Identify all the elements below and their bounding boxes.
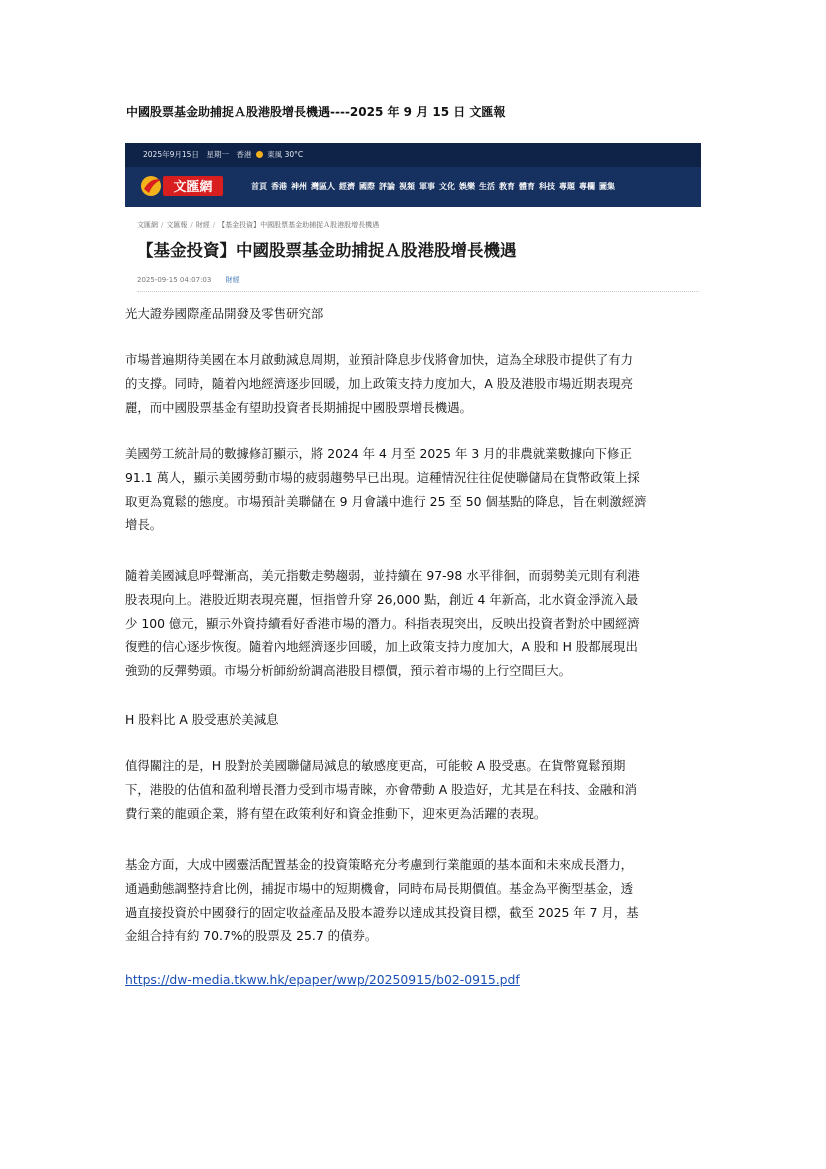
nav-item[interactable]: 評論 — [379, 182, 395, 191]
nav-item[interactable]: 國際 — [359, 182, 375, 191]
breadcrumb-item[interactable]: 文匯報 — [166, 221, 188, 229]
paragraph-line: 值得關注的是，H 股對於美國聯儲局減息的敏感度更高，可能較 A 股受惠。在貨幣寬鬆預期 — [125, 758, 626, 773]
nav-item[interactable]: 教育 — [499, 182, 515, 191]
paragraph-line: 少 100 億元，顯示外資持續看好香港市場的潛力。科指表現突出，反映出投資者對於中國經濟 — [125, 615, 640, 631]
nav-item[interactable]: 首頁 — [251, 182, 267, 191]
nav-item[interactable]: 圖集 — [599, 182, 615, 191]
nav-item[interactable]: 專題 — [559, 182, 575, 191]
paragraph-line: 復甦的信心逐步恢復。隨着內地經濟逐步回暖，加上政策支持力度加大，A 股和 H 股都展現出 — [125, 639, 638, 655]
nav-item[interactable]: 經濟 — [339, 182, 355, 191]
paragraph-line: H 股料比 A 股受惠於美減息 — [125, 712, 279, 727]
banner-top-bar — [125, 143, 701, 167]
nav-item[interactable]: 娛樂 — [459, 182, 475, 191]
wenweipo-logo[interactable] — [139, 171, 225, 199]
weather-text: 東風 30°C — [267, 150, 304, 159]
article-title: 【基金投資】中國股票基金助捕捉Ａ股港股增長機遇 — [137, 241, 517, 260]
paragraph-line: 美國勞工統計局的數據修訂顯示，將 2024 年 4 月至 2025 年 3 月的非農就業數據向下修正 — [125, 446, 632, 461]
date-text: 2025年9月15日 星期一 香港 — [143, 150, 252, 159]
paragraph-line: 隨着美國減息呼聲漸高，美元指數走勢趨弱，並持續在 97-98 水平徘徊，而弱勢美元則有利港 — [125, 568, 640, 583]
paragraph — [125, 708, 705, 732]
breadcrumb-item[interactable]: 文匯網 — [137, 221, 158, 229]
breadcrumb-separator: / — [212, 221, 216, 229]
breadcrumb-item: 【基金投資】中國股票基金助捕捉Ａ股港股增長機遇 — [218, 221, 380, 229]
paragraph — [125, 853, 705, 948]
breadcrumb-separator: / — [190, 221, 193, 229]
paragraph — [125, 442, 705, 537]
nav-item[interactable]: 軍事 — [419, 182, 435, 191]
nav-item[interactable]: 專欄 — [579, 182, 595, 191]
nav-item[interactable]: 香港 — [271, 182, 287, 191]
nav-item[interactable]: 生活 — [479, 182, 495, 191]
article-timestamp: 2025-09-15 04:07:03 — [137, 276, 212, 284]
source-pdf-link[interactable]: https://dw-media.tkww.hk/epaper/wwp/20250915/b02-0915.pdf — [125, 972, 520, 987]
paragraph-line: 91.1 萬人，顯示美國勞動市場的疲弱趨勢早已出現。這種情況往往促使聯儲局在貨幣政策上採 — [125, 469, 640, 485]
nav-item[interactable]: 視頻 — [399, 182, 415, 191]
sun-icon — [256, 151, 263, 158]
paragraph-line: 市場普遍期待美國在本月啟動減息周期，並預計降息步伐將會加快，這為全球股市提供了有力 — [125, 352, 634, 367]
paragraph-line: 麗，而中國股票基金有望助投資者長期捕捉中國股票增長機遇。 — [125, 399, 472, 415]
article-screenshot — [125, 143, 701, 295]
nav-item[interactable]: 科技 — [539, 182, 555, 191]
nav-item[interactable]: 灣區人 — [311, 182, 335, 191]
paragraph-line: 的支撐。同時，隨着內地經濟逐步回暖，加上政策支持力度加大，A 股及港股市場近期表現亮 — [125, 375, 634, 391]
document-title: 中國股票基金助捕捉Ａ股港股增長機遇----2025 年 9 月 15 日 文匯報 — [126, 105, 506, 119]
paragraph-line: 基金方面，大成中國靈活配置基金的投資策略充分考慮到行業龍頭的基本面和未來成長潛力， — [125, 857, 634, 872]
paragraph-line: 通過動態調整持倉比例，捕捉市場中的短期機會，同時布局長期價值。基金為平衡型基金，透 — [125, 880, 634, 896]
nav-item[interactable]: 體育 — [519, 182, 535, 191]
paragraph-line: 金組合持有約 70.7%的股票及 25.7 的債券。 — [125, 928, 378, 944]
site-banner — [125, 143, 701, 207]
paragraph-line: 增長。 — [125, 517, 163, 533]
logo-text: 文匯網 — [173, 180, 213, 195]
paragraph — [125, 754, 705, 825]
breadcrumb-separator: / — [161, 221, 164, 229]
paragraph-line: 下，港股的估值和盈利增長潛力受到市場青睞，亦會帶動 A 股造好，尤其是在科技、金融和消 — [125, 781, 637, 797]
article-meta — [137, 275, 240, 285]
meta-divider — [137, 291, 699, 292]
paragraph — [125, 564, 705, 683]
paragraph-line: 費行業的龍頭企業，將有望在政策利好和資金推動下，迎來更為活躍的表現。 — [125, 805, 547, 821]
paragraph-line: 光大證券國際產品開發及零售研究部 — [125, 306, 324, 321]
main-nav — [251, 181, 615, 192]
breadcrumb — [137, 220, 379, 230]
date-weather-line — [143, 149, 303, 160]
paragraph-line: 過直接投資於中國發行的固定收益產品及股本證券以達成其投資目標，截至 2025 年 7 月，基 — [125, 904, 639, 920]
breadcrumb-item[interactable]: 財經 — [195, 221, 210, 229]
nav-item[interactable]: 文化 — [439, 182, 455, 191]
paragraph-line: 取更為寬鬆的態度。市場預計美聯儲在 9 月會議中進行 25 至 50 個基點的降息，旨在刺激經濟 — [125, 493, 647, 509]
paragraph-line: 強勁的反彈勢頭。市場分析師紛紛調高港股目標價，預示着市場的上行空間巨大。 — [125, 663, 572, 679]
paragraph — [125, 348, 705, 419]
paragraph — [125, 302, 705, 326]
paragraph-line: 股表現向上。港股近期表現亮麗，恒指曾升穿 26,000 點，創近 4 年新高，北水資金淨流入最 — [125, 591, 639, 607]
article-category-link[interactable]: 財經 — [225, 276, 240, 284]
nav-item[interactable]: 神州 — [291, 182, 307, 191]
